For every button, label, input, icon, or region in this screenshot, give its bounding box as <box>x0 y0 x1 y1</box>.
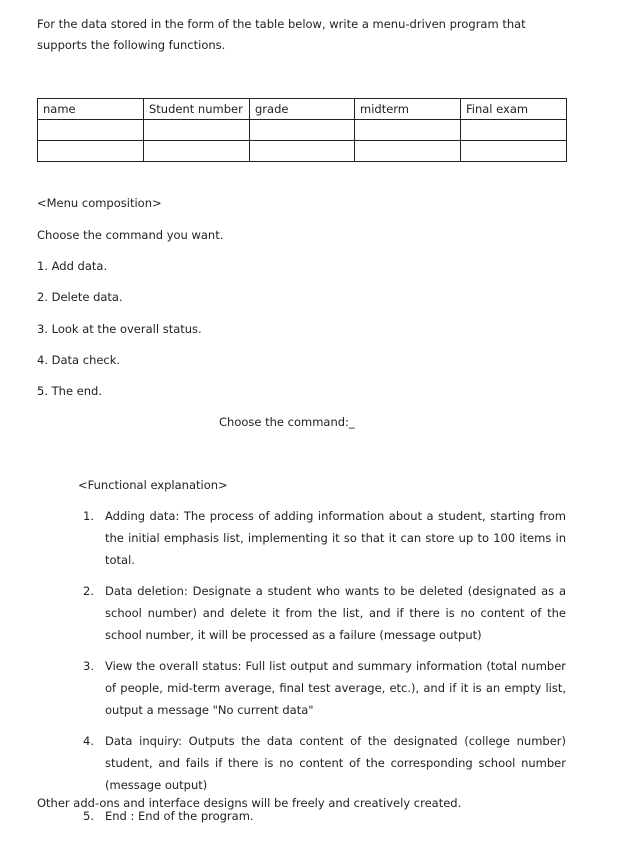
table-cell <box>250 120 355 141</box>
menu-item-add: 1. Add data. <box>37 259 108 273</box>
functional-explanation-title: <Functional explanation> <box>78 478 228 492</box>
list-item-number: 4. <box>83 734 94 748</box>
table-cell <box>144 120 250 141</box>
list-item-text: End : End of the program. <box>105 809 254 823</box>
intro-paragraph: For the data stored in the form of the table below, write a menu-driven program that supports the following functions. <box>37 17 526 52</box>
table-row <box>38 141 567 162</box>
list-item <box>78 580 566 646</box>
menu-item-check: 4. Data check. <box>37 353 121 367</box>
functional-explanation-list <box>78 505 566 836</box>
list-item-text: Data inquiry: Outputs the data content of the designated (college number) student, and fails if there is no content of the corresponding school number (message output) <box>105 734 566 792</box>
list-item-text: Adding data: The process of adding information about a student, starting from the initial emphasis list, implementing it so that it can store up to 100 items in total. <box>105 509 566 567</box>
list-item-number: 5. <box>83 809 94 823</box>
menu-item-delete: 2. Delete data. <box>37 290 123 304</box>
column-header-name: name <box>38 99 144 120</box>
table-cell <box>38 120 144 141</box>
list-item <box>78 655 566 721</box>
table-cell <box>355 120 461 141</box>
list-item-text: Data deletion: Designate a student who wants to be deleted (designated as a school number) and delete it from the list, and if there is no content of the school number, it will be processed as a failure (message output) <box>105 584 566 642</box>
column-header-student-number: Student number <box>144 99 250 120</box>
table-cell <box>144 141 250 162</box>
menu-item-end: 5. The end. <box>37 384 102 398</box>
list-item-number: 2. <box>83 584 94 598</box>
column-header-midterm: midterm <box>355 99 461 120</box>
table-cell <box>355 141 461 162</box>
table-header-row <box>38 99 567 120</box>
list-item-text: View the overall status: Full list output and summary information (total number of people, mid-term average, final test average, etc.), and if it is an empty list, output a message "No current data" <box>105 659 566 717</box>
menu-item-status: 3. Look at the overall status. <box>37 322 202 336</box>
column-header-final-exam: Final exam <box>461 99 567 120</box>
list-item <box>78 505 566 571</box>
command-prompt: Choose the command:_ <box>219 415 355 429</box>
table-cell <box>38 141 144 162</box>
menu-instruction: Choose the command you want. <box>37 228 224 242</box>
list-item <box>78 730 566 796</box>
closing-note: Other add-ons and interface designs will be freely and creatively created. <box>37 796 462 810</box>
table-row <box>38 120 567 141</box>
table-cell <box>250 141 355 162</box>
menu-title: <Menu composition> <box>37 196 162 210</box>
list-item-number: 3. <box>83 659 94 673</box>
table-cell <box>461 120 567 141</box>
column-header-grade: grade <box>250 99 355 120</box>
table-cell <box>461 141 567 162</box>
student-data-table <box>37 98 567 162</box>
list-item-number: 1. <box>83 509 94 523</box>
